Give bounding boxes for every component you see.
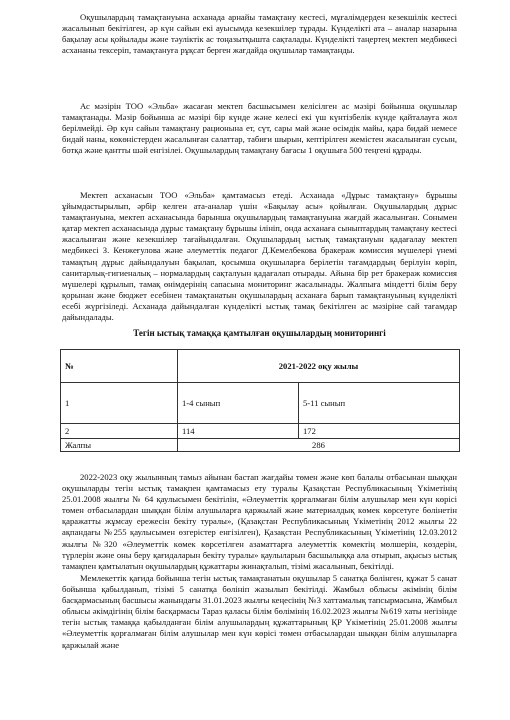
table-row — [61, 424, 460, 439]
monitoring-table — [60, 349, 460, 452]
cell-count-grades-5-11: 172 — [299, 424, 460, 439]
table-title: Тегін ыстық тамаққа қамтылған оқушылардың мониторингі — [133, 328, 386, 338]
cell-count-grades-1-4: 114 — [178, 424, 299, 439]
paragraph-canteen-provider: Мектеп асханасын ТОО «Эльба» қамтамасыз етеді. Асханада «Дұрыс тамақтану» бұрышы ұйымдастырылып, әрбір келген ата-аналар үшін «Бақылау асы» қойылған. Оқушылардың дұрыс тамақтануына, мектеп асханасында барынша оқушылардың тамақтануына жағдай жасалынған. Сонымен қатар мектеп асханасында дұрыс тамақтану бұрышы ілініп, онда асханаға сыныптардың тамақтану кестесі жасалынған және кезекшілер тағайындалған. Оқушылардың ыстық тамақтануын қадағалау мектеп медбикесі З. Кенжеғулова және әлеуметтік педагог Д.Кемелбекова бракераж комиссия мүшелері үнемі тамақтың дұрыс дайындалуын бақылап, қосымша оқушыларға берілетін тағамдардың берілуін көріп, санитарлық-гигиеналық – нормалардың сақталуын қадағалап отырады. Айына бір рет бракераж комиссия мүшелері құрылып, тамақ өнімдерінің сапасына мониторинг жасалынады. Жалпыға міндетті білім беру қорынан және бюджет есебінен тамақтанатын оқушылардың асханаға барып тамақтануының күнделікті есебі жүргізіледі. Асханада дайындалған күнделікті ыстық тамақ бекітілген ас мәзіріне сай тағамдар дайындалады. — [62, 190, 457, 323]
paragraph-canteen-schedule: Оқушылардың тамақтануына асханада арнайы тамақтану кестесі, мұғалімдерден кезекшілік кестесі жасалынып бекітілген, әр күн сайын екі ауысымда кезекшілер тұрады. Күнделікті ата – аналар назарына бақылау асы қойылады және тәуліктік ас тоңазытқышта сақталады. Күнделікті таңертең мектеп медбикесі асхананы тексеріп, тамақтануға рұқсат берген жағдайда оқушылар тамақтанды. — [62, 12, 457, 56]
table-header-row — [61, 350, 460, 383]
table-total-row — [61, 439, 460, 452]
header-number: № — [61, 350, 178, 383]
header-school-year: 2021-2022 оқу жылы — [178, 350, 460, 383]
row-index: 1 — [61, 383, 178, 424]
paragraph-categories: Мемлекеттік қағида бойынша тегін ыстық тамақтанатын оқушылар 5 санатқа бөлінген, құжат 5 санат бойынша қабылданып, тізімі 5 санатқа бөлініп жазылып бекітілді. Жамбыл облысы әкімінің білім басқармасының басшысы жанындағы 31.01.2023 жылғы кеңесінің №3 хаттамалық тапсырмасына, Жамбыл облысы әкімдігінің білім басқармасы Тараз қаласы білім бөлімінің 16.02.2023 жылғы №619 хаты негізінде тегін ыстық тамаққа қабылданған білім алушылардың құжаттарының ҚР Үкіметінің 25.01.2008 жылғы «Әлеуметтік қорғалмаған білім алушылар мен күн көрісі төмен отбасылардан шыққан білім алушыларға қаржылай және — [62, 573, 457, 650]
cell-group-grades-5-11: 5-11 сынып — [299, 383, 460, 424]
cell-group-grades-1-4: 1-4 сынып — [178, 383, 299, 424]
paragraph-free-meals-basis: 2022-2023 оқу жылынның тамыз айынан бастап жағдайы төмен және көп балалы отбасынан шыққан оқушыларды тегін ыстық тамақпен қамтамасыз ету туралы Қазақстан Республикасының Үкіметінің 25.01.2008 жылғы № 64 қаулысымен бекітілін, «Әлеуметтік қорғалмаған білім алушылар мен күн көрісі төмен отбасылардан шыққан білім алушыларға қаржылай және материалдық көмек көрсетуге бөлінетін қаражатты жұмсау ережесін бекіту туралы», (Қазақстан Республикасының Үкіметінің 2012 жылғы 22 ақпандағы №255 қаулысымен өзгерістер енгізілген), Қазақстан Республикасының Үкіметінің 12.03.2012 жылғы №320 «Әлеуметтік көмек көрсетілген азаматтарға әлеуметтік көмектің мөлшерін, көздерін, түрлерін және оны беру қағидаларын бекіту туралы» қаулыларын басшылыққа ала отырып, ақысыз ыстық тамақпен қамтылатын оқушылардың құжаттары жинақталып, тізімі жасалынып, бекітілді. — [62, 472, 457, 571]
paragraph-menu: Ас мәзірін ТОО «Эльба» жасаған мектеп басшысымен келісілген ас мәзірі бойынша оқушылар тамақтанады. Мәзір бойынша ас мәзірі бір күнде және келесі екі үш күнтізбелік күнде қайталауға жол берілмейді. Әр күн сайын тамақтану рационына ет, сүт, сары май және өсімдік майы, қара бидай немесе бидай наны, көкөністерден жасалынған салаттар, табиғи шырын, кептірілген жемістен жасалынған сусын, ботқа және қантты шәй енгізілеі. Оқушылардың тамақтану бағасы 1 оқушыға 500 теңгені құрады. — [62, 101, 457, 156]
table-row — [61, 383, 460, 424]
total-label: Жалпы — [61, 439, 178, 452]
total-value: 286 — [178, 439, 460, 452]
row-index: 2 — [61, 424, 178, 439]
